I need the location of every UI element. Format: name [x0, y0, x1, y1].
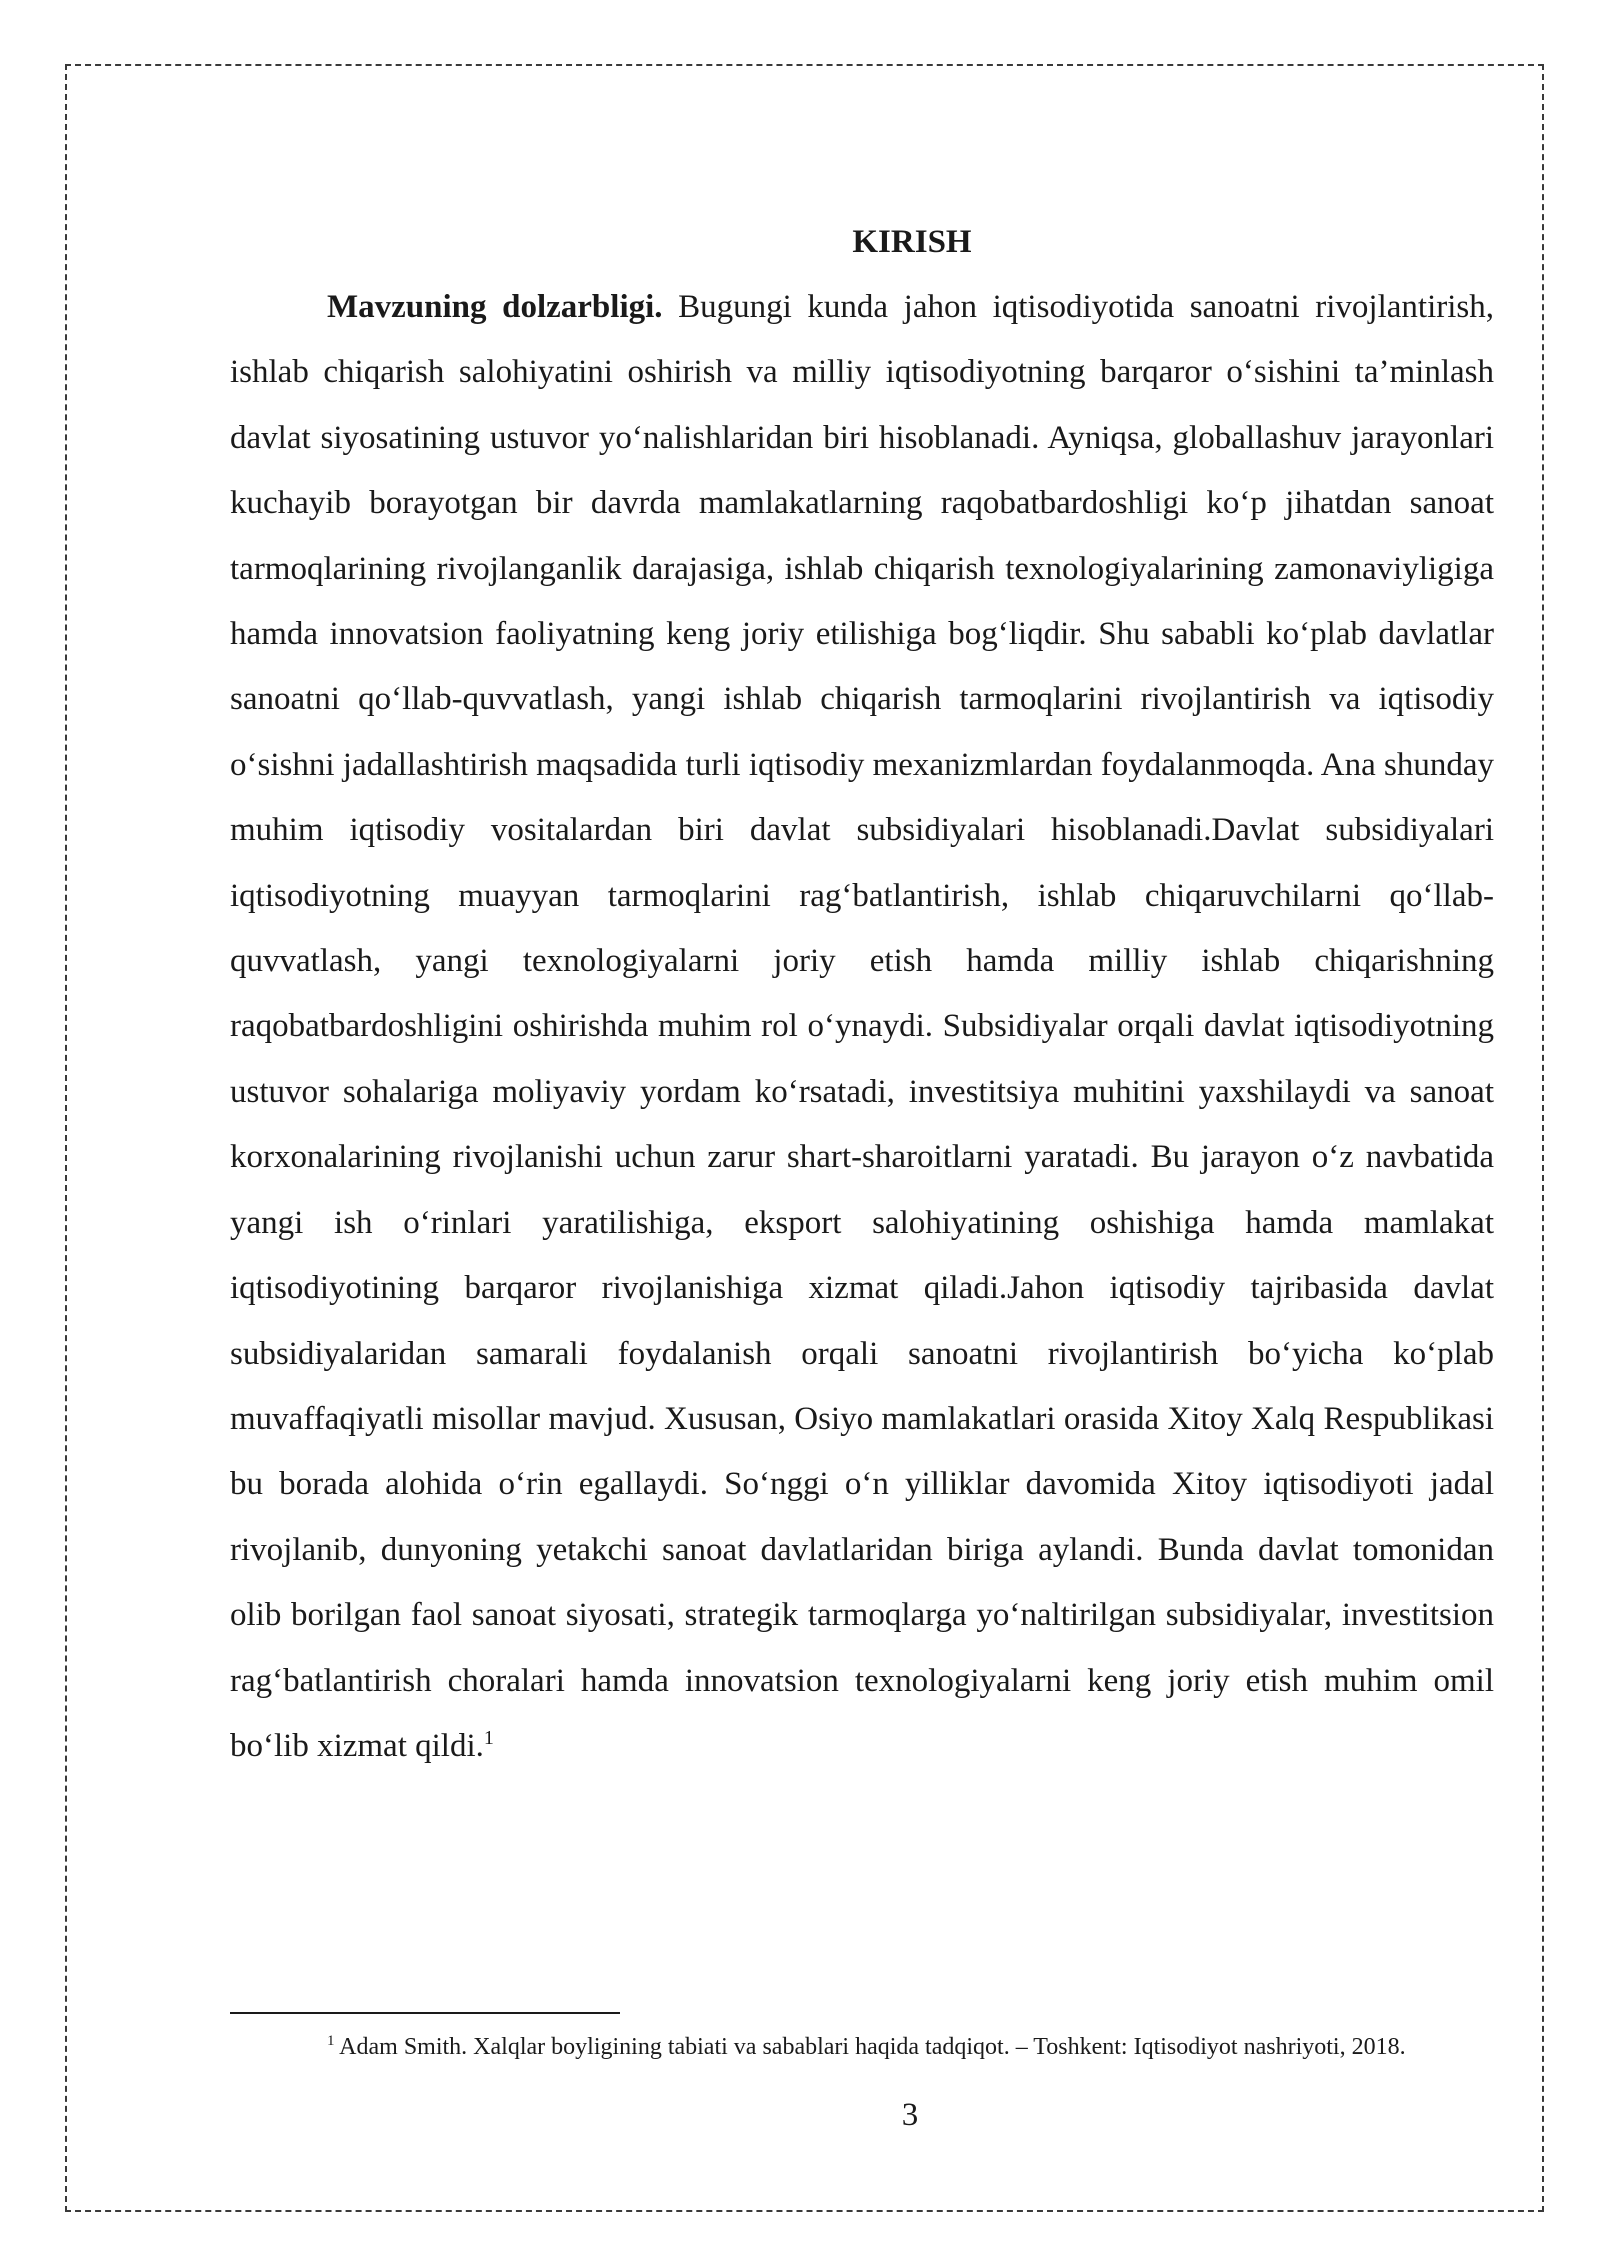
document-content [230, 210, 1494, 1779]
footnote-mark: 1 [327, 2033, 335, 2049]
footnote-reference[interactable]: 1 [483, 1726, 494, 1749]
body-text: Bugungi kunda jahon iqtisodiyotida sanoatni rivojlantirish, ishlab chiqarish salohiyatini oshirish va milliy iqtisodiyotning barqaror o‘sishini ta’minlash davlat siyosatining ustuvor yo‘nalishlaridan biri hisoblanadi. Ayniqsa, globallashuv jarayonlari kuchayib borayotgan bir davrda mamlakatlarning raqobatbardoshligi ko‘p jihatdan sanoat tarmoqlarining rivojlanganlik darajasiga, ishlab chiqarish texnologiyalarining zamonaviyligiga hamda innovatsion faoliyatning keng joriy etilishiga bog‘liqdir. Shu sababli ko‘plab davlatlar sanoatni qo‘llab-quvvatlash, yangi ishlab chiqarish tarmoqlarini rivojlantirish va iqtisodiy o‘sishni jadallashtirish maqsadida turli iqtisodiy mexanizmlardan foydalanmoqda. Ana shunday muhim iqtisodiy vositalardan biri davlat subsidiyalari hisoblanadi.Davlat subsidiyalari iqtisodiyotning muayyan tarmoqlarini rag‘batlantirish, ishlab chiqaruvchilarni qo‘llab-quvvatlash, yangi texnologiyalarni joriy etish hamda milliy ishlab chiqarishning raqobatbardoshligini oshirishda muhim rol o‘ynaydi. Subsidiyalar orqali davlat iqtisodiyotning ustuvor sohalariga moliyaviy yordam ko‘rsatadi, investitsiya muhitini yaxshilaydi va sanoat korxonalarining rivojlanishi uchun zarur shart-sharoitlarni yaratadi. Bu jarayon o‘z navbatida yangi ish o‘rinlari yaratilishiga, eksport salohiyatining oshishiga hamda mamlakat iqtisodiyotining barqaror rivojlanishiga xizmat qiladi.Jahon iqtisodiy tajribasida davlat subsidiyalaridan samarali foydalanish orqali sanoatni rivojlantirish bo‘yicha ko‘plab muvaffaqiyatli misollar mavjud. Xususan, Osiyo mamlakatlari orasida Xitoy Xalq Respublikasi bu borada alohida o‘rin egallaydi. So‘nggi o‘n yilliklar davomida Xitoy iqtisodiyoti jadal rivojlanib, dunyoning yetakchi sanoat davlatlaridan biriga aylandi. Bunda davlat tomonidan olib borilgan faol sanoat siyosati, strategik tarmoqlarga yo‘naltirilgan subsidiyalar, investitsion rag‘batlantirish choralari hamda innovatsion texnologiyalarni keng joriy etish muhim omil bo‘lib xizmat qildi. [230, 289, 1494, 1764]
footnote [230, 2030, 1494, 2065]
section-title: KIRISH [852, 224, 972, 260]
footnote-separator [230, 2012, 620, 2014]
footnote-text: Adam Smith. Xalqlar boyligining tabiati va sabablari haqida tadqiqot. – Toshkent: Iqtisodiyot nashriyoti, 2018. [334, 2034, 1406, 2060]
page-number: 3 [901, 2097, 919, 2133]
body-paragraph [230, 275, 1494, 1779]
lead-phrase: Mavzuning dolzarbligi. [327, 289, 663, 325]
